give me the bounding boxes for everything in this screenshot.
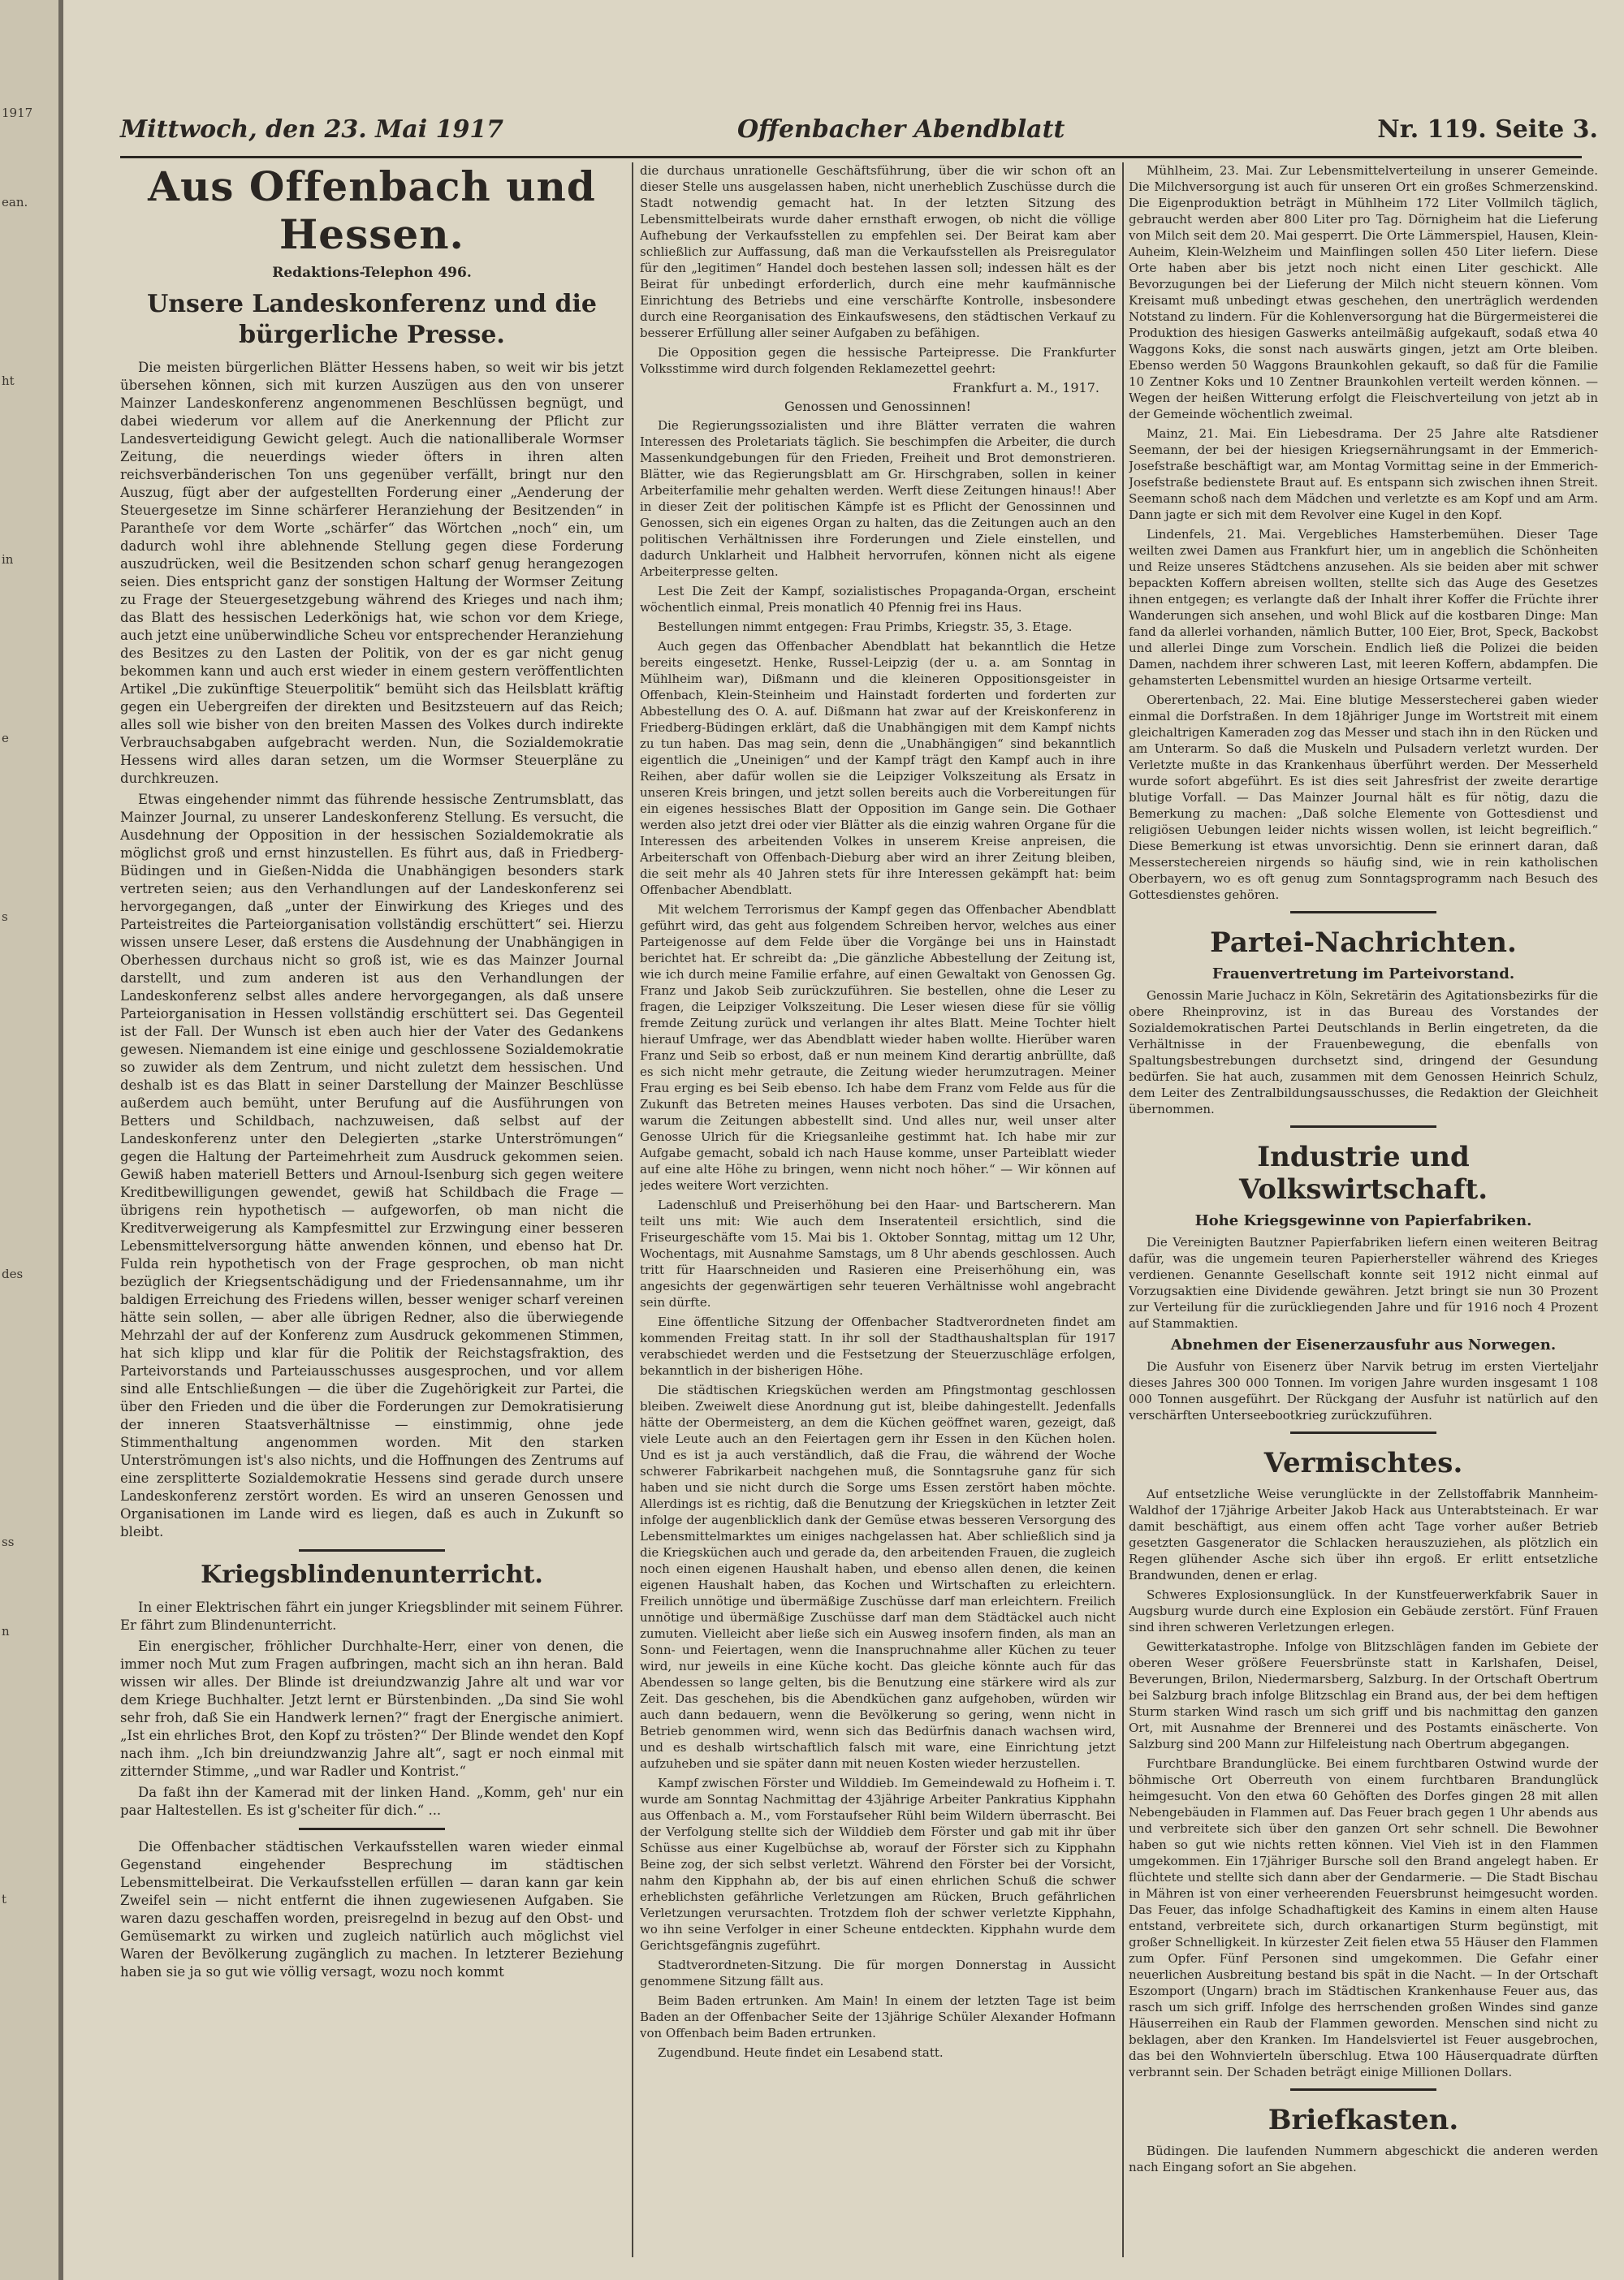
header-page-number: Nr. 119. Seite 3. bbox=[1377, 115, 1598, 144]
article-paragraph: Lest Die Zeit der Kampf, sozialistisches Propaganda-Organ, erscheint wöchentlich einmal, Preis monatlich 40 Pfennig frei ins Haus. bbox=[640, 584, 1116, 615]
article-paragraph: Mühlheim, 23. Mai. Zur Lebensmittelverteilung in unserer Gemeinde. Die Milchversorgung ist auch für unseren Ort ein großes Schmerzenskind. Die Eigenproduktion beträgt in Mühlheim 172 Liter Vollmilch täglich, gebraucht werden aber 800 Liter pro Tag. Dörnigheim hat die Lieferung von Milch seit dem 20. Mai gesperrt. Die Orte Lämmerspiel, Hausen, Klein-Auheim, Klein-Welzheim und Mainflingen sollen 450 Liter liefern. Diese Orte haben aber bis jetzt noch nicht einen Liter geschickt. Alle Bevorzugungen bei der Lieferung der Milch nicht steuern können. Vom Kreisamt muß unbedingt etwas geschehen, den unerträglich werdenden Notstand zu lindern. Für die Kohlenversorgung hat die Bürgermeisterei die Produktion des hiesigen Gaswerks anteilmäßig aufgekauft, sodaß etwa 40 Waggons Koks, die sonst nach auswärts gingen, jetzt am Orte bleiben. Ebenso werden 50 Waggons Braunkohlen gekauft, so daß für die Familie 10 Zentner Koks und 10 Zentner Braunkohlen verteilt werden können. — Wegen der heißen Witterung erfolgt die Fleischverteilung von jetzt ab in der Gemeinde wöchentlich zweimal. bbox=[1129, 163, 1598, 421]
previous-page-fragment: ss bbox=[2, 1535, 15, 1549]
article-paragraph: Beim Baden ertrunken. Am Main! In einem der letzten Tage ist beim Baden an der Offenbacher Seite der 13jährige Schüler Alexander Hofmann von Offenbach beim Baden ertrunken. bbox=[640, 1993, 1116, 2040]
section-title-vermischtes: Vermischtes. bbox=[1263, 1447, 1463, 1479]
article-paragraph: Furchtbare Brandunglücke. Bei einem furchtbaren Ostwind wurde der böhmische Ort Oberreuth von einem furchtbaren Brandunglück heimgesucht. Von den etwa 60 Gehöften des Dorfes gingen 28 mit allen Nebengebäuden in Flammen auf. Das Feuer brach gegen 1 Uhr abends aus und verbreitete sich über den ganzen Ort sehr schnell. Die Bewohner haben so gut wie nichts retten können. Viel Vieh ist in den Flammen umgekommen. Ein 17jähriger Bursche soll den Brand angelegt haben. Er flüchtete und stellte sich dann aber der Gendarmerie. — Die Stadt Bischau in Mähren ist von einer verheerenden Feuersbrunst heimgesucht worden. Das Feuer, das infolge Schadhaftigkeit des Kamins in einem alten Hause entstand, verbreitete sich, durch orkanartigen Sturm begünstigt, mit großer Schnelligkeit. In kürzester Zeit fielen etwa 55 Häuser den Flammen zum Opfer. Fünf Personen sind umgekommen. Die Gefahr einer neuerlichen Ausbreitung bestand bis spät in die Nacht. — In der Ortschaft Eszomport (Ungarn) brach im Städtischen Krankenhause Feuer aus, das rasch um sich griff. Infolge des herrschenden großen Windes sind ganze Häuserreihen ein Raub der Flammen geworden. Menschen sind nicht zu beklagen, aber den Kranken. Im Handelsviertel ist Feuer ausgebrochen, das bei den Wohnvierteln überschlug. Etwa 100 Häuserquadrate dürften verbrannt sein. Der Schaden beträgt einige Millionen Dollars. bbox=[1129, 1756, 1598, 2079]
article-paragraph: Bestellungen nimmt entgegen: Frau Primbs, Kriegstr. 35, 3. Etage. bbox=[658, 620, 1073, 634]
article-paragraph: Zugendbund. Heute findet ein Lesabend statt. bbox=[658, 2045, 944, 2060]
previous-page-fragment: ean. bbox=[2, 195, 28, 209]
previous-page-fragment: in bbox=[2, 552, 14, 567]
article-title-kriegsblinden: Kriegsblindenunterricht. bbox=[201, 1561, 543, 1589]
article-paragraph: Gewitterkatastrophe. Infolge von Blitzschlägen fanden im Gebiete der oberen Weser größere Feuersbrünste statt in Karlshafen, Deisel, Beverungen, Brilon, Niedermarsberg, Salzburg. In der Ortschaft Obertrum bei Salzburg brach infolge Blitzschlag ein Brand aus, der bei dem heftigen Sturm starken Wind rasch um sich griff und bis nachmittag den ganzen Ort, mit Ausnahme der Brennerei und des Postamts einäscherte. Von Salzburg sind 200 Mann zur Hilfeleistung nach Obertrum abgegangen. bbox=[1129, 1639, 1598, 1751]
section-title-industrie: Industrie und Volkswirtschaft. bbox=[1238, 1141, 1488, 1206]
subsection-title: Frauenvertretung im Parteivorstand. bbox=[1212, 965, 1515, 982]
column-divider bbox=[1122, 162, 1124, 2257]
article-paragraph: Die Opposition gegen die hessische Parteipresse. Die Frankfurter Volksstimme wird durch folgenden Reklamezettel geehrt: bbox=[640, 345, 1116, 376]
previous-page-fragment: t bbox=[2, 1892, 7, 1906]
editorial-telephone: Redaktions-Telephon 496. bbox=[272, 265, 472, 281]
article-paragraph: Da faßt ihn der Kamerad mit der linken Hand. „Komm, geh' nur ein paar Haltestellen. Es ist g'scheiter für dich.“ ... bbox=[120, 1785, 624, 1818]
column-3 bbox=[1129, 162, 1598, 2257]
article-paragraph: Die Offenbacher städtischen Verkaufsstellen waren wieder einmal Gegenstand eingehender Besprechung im städtischen Lebensmittelbeirat. Die Verkaufsstellen erfüllen — daran kann gar kein Zweifel sein — nicht entfernt die ihnen zugewiesenen Aufgaben. Sie waren dazu geschaffen worden, preisregelnd in bezug auf den Obst- und Gemüsemarkt zu wirken und zugleich natürlich auch möglichst viel Waren der Bevölkerung zugänglich zu machen. In letzterer Beziehung haben sie ja so gut wie völlig versagt, wozu noch kommt bbox=[120, 1839, 624, 1980]
page-header bbox=[120, 115, 1598, 156]
newspaper-page bbox=[63, 0, 1624, 2280]
previous-page-fragment: ht bbox=[2, 374, 15, 388]
subsection-title: Hohe Kriegsgewinne von Papierfabriken. bbox=[1194, 1212, 1532, 1229]
article-paragraph: Mit welchem Terrorismus der Kampf gegen das Offenbacher Abendblatt geführt wird, das geht aus folgendem Schreiben hervor, welches aus einer Parteigenosse auf dem Felde über die Vorgänge bei uns in Hainstadt berichtet hat. Er schreibt da: „Die gänzliche Abbestellung der Zeitung ist, wie ich durch meine Familie erfahre, auf einen Gewaltakt von Genossen Gg. Franz und Jakob Seib zurückzuführen. Sie bestellen, ohne die Leser zu fragen, die Leipziger Volkszeitung. Die Leser wiesen diese für sie völlig fremde Zeitung zurück und verlangen ihr altes Blatt. Meine Tochter hielt hierauf Umfrage, wer das Abendblatt wieder haben wollte. Hierüber waren Franz und Seib so erbost, daß er nun meinem Kind derartig anbrüllte, daß es sich nicht mehr getraute, die Zeitung wieder herumzutragen. Meiner Frau erging es bei Seib ebenso. Ich habe dem Franz vom Felde aus für die Zukunft das Betreten meines Hauses verboten. Das sind die Ursachen, warum die Zeitungen abbestellt sind. Und alles nur, weil unser alter Genosse Ulrich für die Kriegsanleihe gestimmt hat. Ich habe mir zur Aufgabe gemacht, sobald ich nach Hause komme, unser Parteiblatt wieder auf eine alte Höhe zu bringen, wenn nicht noch höher.“ — Wir können auf jedes weitere Wort verzichten. bbox=[640, 902, 1116, 1193]
divider bbox=[1290, 1125, 1436, 1128]
previous-page-fragment: n bbox=[2, 1624, 10, 1639]
divider bbox=[299, 1828, 445, 1830]
divider bbox=[1290, 911, 1436, 913]
previous-page-fragment: 1917 bbox=[2, 106, 33, 120]
column-2 bbox=[640, 162, 1116, 2257]
article-paragraph: Auf entsetzliche Weise verunglückte in der Zellstoffabrik Mannheim-Waldhof der 17jährige Arbeiter Jakob Hack aus Unterabtsteinach. Er war damit beschäftigt, aus einem offen acht Tage vorher außer Betrieb gesetzten Gasgenerator die Schlacken herauszuziehen, als plötzlich ein Regen glühender Asche sich über ihn ergoß. Er erlitt entsetzliche Brandwunden, denen er erlag. bbox=[1129, 1487, 1598, 1583]
header-date: Mittwoch, den 23. Mai 1917 bbox=[120, 115, 504, 144]
article-paragraph: Eine öffentliche Sitzung der Offenbacher Stadtverordneten findet am kommenden Freitag statt. In ihr soll der Stadthaushaltsplan für 1917 verabschiedet werden und die Festsetzung der Steuerzuschläge erfolgen, bekanntlich in der bisherigen Höhe. bbox=[640, 1315, 1116, 1378]
header-paper-name: Offenbacher Abendblatt bbox=[737, 115, 1065, 144]
article-paragraph: Die meisten bürgerlichen Blätter Hessens haben, so weit wir bis jetzt übersehen können, sich mit kurzen Auszügen aus den von unserer Mainzer Landeskonferenz angenommenen Beschlüssen begnügt, und dabei wiederum vor allem auf die Anerkennung der Pflicht zur Landesverteidigung Gewicht gelegt. Auch die nationalliberale Wormser Zeitung, die neuerdings wieder öfters in ihren alten reichsverbänderischen Ton uns gegenüber verfällt, bringt nur den Auszug, fügt aber der aufgestellten Forderung einer „Aenderung der Steuergesetze im Sinne schärferer Heranziehung der Besitzenden“ in Parantheſe vor dem Worte „schärfer“ das Wörtchen „noch“ ein, um dadurch wohl ihre ablehnende Stellung gegen diese Forderung auszudrücken, weil die Besitzenden schon scharf genug herangezogen seien. Dies entspricht ganz der sonstigen Haltung der Wormser Zeitung zu Frage der Steuergesetzgebung während des Krieges und nach ihm; das Blatt des hessischen Lederkönigs hat, wie schon vor dem Kriege, auch jetzt eine unüberwindliche Scheu vor entsprechender Heranziehung des Besitzes zu den Lasten der Politik, von der es gar nicht genug bekommen kann und auch erst wieder in einem gestern veröffentlichten Artikel „Die zukünftige Steuerpolitik“ bemüht sich das Heilsblatt kräftig gegen ein Uebergreifen der direkten und Besitzsteuern auf das Reich; alles soll wie bisher von den breiten Massen des Volkes durch indirekte Verbrauchsabgaben aufgebracht werden. Nun, die Sozialdemokratie Hessens wird alles daran setzen, um die Wormser Steuerpläne zu durchkreuzen. bbox=[120, 360, 624, 786]
divider bbox=[299, 1549, 445, 1552]
section-title-partei: Partei-Nachrichten. bbox=[1210, 926, 1517, 959]
article-paragraph: Mainz, 21. Mai. Ein Liebesdrama. Der 25 Jahre alte Ratsdiener Seemann, der bei der hiesigen Kriegsernährungsamt in der Emmerich-Josefstraße beschäftigt war, am Montag Vormittag seine in der Emmerich-Josefstraße bedienstete Braut auf. Es entspann sich zwischen ihnen Streit. Seemann schoß nach dem Mädchen und verletzte es am Kopf und am Arm. Dann jagte er sich mit dem Revolver eine Kugel in den Kopf. bbox=[1129, 426, 1598, 522]
column-1 bbox=[120, 162, 624, 2257]
previous-page-fragment: e bbox=[2, 731, 9, 745]
previous-page-fragment: s bbox=[2, 909, 8, 924]
article-paragraph: Ein energischer, fröhlicher Durchhalte-Herr, einer von denen, die immer noch Mut zum Fragen aufbringen, macht sich an ihn heran. Bald wissen wir alles. Der Blinde ist dreiundzwanzig Jahre alt und war vor dem Kriege Buchhalter. Jetzt lernt er Bürstenbinden. „Da sind Sie wohl sehr froh, daß Sie ein Handwerk lernen?“ fragt der Energische animiert. „Ist ein ehrliches Brot, den Kopf zu trösten?“ Der Blinde wendet den Kopf nach ihm. „Ich bin dreiundzwanzig Jahre alt“, sagt er noch einmal mit zitternder Stimme, „und war Radler und Kontrist.“ bbox=[120, 1639, 624, 1779]
article-paragraph: Etwas eingehender nimmt das führende hessische Zentrumsblatt, das Mainzer Journal, zu unserer Landeskonferenz Stellung. Es versucht, die Ausdehnung der Opposition in der hessischen Sozialdemokratie als möglichst groß und ernst hinzustellen. Es führt aus, daß in Friedberg-Büdingen und in Gießen-Nidda die Unabhängigen besonders stark vertreten seien; aus den Verhandlungen auf der Landeskonferenz sei hervorgegangen, daß „unter der Einwirkung des Krieges und des Parteistreites die Parteiorganisation vollständig erschüttert“ sei. Hierzu wissen unsere Leser, daß erstens die Ausdehnung der Unabhängigen in Oberhessen durchaus nicht so groß ist, wie es das Mainzer Journal darstellt, und zum anderen ist aus den Verhandlungen der Landeskonferenz selbst alles andere hervorgegangen, als daß unsere Parteiorganisation in Hessen vollständig erschüttert sei. Das Gegenteil ist der Fall. Der Wunsch ist eben auch hier der Vater des Gedankens gewesen. Niemandem ist eine einige und geschlossene Sozialdemokratie so zuwider als dem Zentrum, und nicht zuletzt dem hessischen. Und deshalb ist es das Blatt in seiner Darstellung der Mainzer Beschlüsse außerdem auch bemüht, unter Berufung auf die Ausführungen von Betters und Schildbach, nachzuweisen, daß selbst auf der Landeskonferenz unter den Delegierten „starke Unterströmungen“ gegen die Haltung der Parteimehrheit zum Ausdruck gekommen seien. Gewiß haben materiell Betters und Arnoul-Isenburg sich gegen weitere Kreditbewilligungen gewendet, gewiß hat Schildbach die Frage — übrigens rein hypothetisch — aufgeworfen, ob man nicht die Kreditverweigerung als Kampfesmittel zur Erzwingung einer besseren Lebensmittelversorgung hätte anwenden können, und ebenso hat Dr. Fulda rein hypothetisch von der Frage gesprochen, ob man nicht bezüglich der Kriegsentschädigung und der Friedensannahme, um ihr baldigen Erreichung des Friedens willen, besser weniger scharf vereinen hätte sein sollen, — aber alle übrigen Redner, also die überwiegende Mehrzahl der auf der Konferenz zum Ausdruck gekommenen Stimmen, hat sich klipp und klar für die Politik der Reichstagsfraktion, des Parteivorstands und Parteiausschusses ausgesprochen, und vor allem sind alle Entschließungen — die über die Zugehörigkeit zur Partei, die über den Frieden und die über die Forderungen zur Demokratisierung der inneren Staatsverhältnisse — einstimmig, ohne jede Stimmenthaltung angenommen worden. Mit den starken Unterströmungen ist's also nichts, und die Hoffnungen des Zentrums auf eine zersplitterte Sozialdemokratie Hessens sind gerade durch unsere Landeskonferenz zerstört worden. Es wird an unseren Genossen und Organisationen im Lande wird es liegen, daß es auch in Zukunft so bleibt. bbox=[120, 792, 624, 1539]
article-paragraph: Büdingen. Die laufenden Nummern abgeschickt die anderen werden nach Eingang sofort an Sie abgehen. bbox=[1129, 2144, 1598, 2174]
article-paragraph: die durchaus unrationelle Geschäftsführung, über die wir schon oft an dieser Stelle uns ausgelassen haben, nicht unerheblich Zuschüsse durch die Stadt notwendig gemacht hat. In der letzten Sitzung des Lebensmittelbeirats wurde daher ernsthaft erwogen, ob nicht die völlige Aufhebung der Verkaufsstellen zu empfehlen sei. Der Beirat kam aber schließlich zur Auffassung, daß man die Verkaufsstellen als Preisregulator für den „legitimen“ Handel doch bestehen lassen soll; indessen hält es der Beirat für unbedingt erforderlich, durch eine mehr kaufmännische Einrichtung des Betriebs und eine verschärfte Kontrolle, insbesondere durch eine Reorganisation des Einkaufswesens, den städtischen Verkauf zu besserer Erfüllung aller seiner Aufgaben zu befähigen. bbox=[640, 163, 1116, 340]
header-rule bbox=[120, 156, 1582, 158]
article-paragraph: Oberertenbach, 22. Mai. Eine blutige Messerstecherei gaben wieder einmal die Dorfstraßen. In dem 18jähriger Junge im Wortstreit mit einem gleichaltrigen Kameraden zog das Messer und stach ihn in den Rücken und am Unterarm. So daß die Muskeln und Pulsadern verletzt wurden. Der Verletzte mußte in das Krankenhaus überführt werden. Der Messerheld wurde sofort abgeführt. Es ist dies seit Jahresfrist der zweite derartige blutige Vorfall. — Das Mainzer Journal hält es für nötig, dazu die Bemerkung zu machen: „Daß solche Elemente von Gottesdienst und religiösen Uebungen leider nichts wissen wollen, ist leicht begreiflich.“ Diese Bemerkung ist etwas unvorsichtig. Denn sie erinnert daran, daß Messerstechereien nirgends so häufig sind, wie in rein katholischen Oberbayern, wo es oft genug zum Sonntagsprogramm nach Besuch des Gottesdienstes gehören. bbox=[1129, 693, 1598, 902]
dateline: Frankfurt a. M., 1917. bbox=[952, 380, 1099, 395]
section-masthead: Aus Offenbach und Hessen. bbox=[148, 162, 596, 258]
article-paragraph: Die Regierungssozialisten und ihre Blätter verraten die wahren Interessen des Proletariats täglich. Sie beschimpfen die Arbeiter, die durch Massenkundgebungen für den Frieden, Freiheit und Brot demonstrieren. Blätter, wie das Regierungsblatt am Gr. Hirschgraben, sollen in keiner Arbeiterfamilie mehr gehalten werden. Werft diese Zeitungen hinaus!! Aber in dieser Zeit der politischen Kämpfe ist es Pflicht der Genossinnen und Genossen, sich ein eigenes Organ zu halten, das die Zeitungen auch an den politischen Verhältnissen ihre Forderungen und Ziele einstellen, und dadurch Unklarheit und Halbheit hervorrufen, können nicht als eigene Arbeiterpresse gelten. bbox=[640, 418, 1116, 579]
section-title-briefkasten: Briefkasten. bbox=[1268, 2104, 1459, 2136]
article-paragraph: Die Ausfuhr von Eisenerz über Narvik betrug im ersten Vierteljahr dieses Jahres 300 000 Tonnen. Im vorigen Jahre wurden insgesamt 1 108 000 Tonnen ausgeführt. Der Rückgang der Ausfuhr ist natürlich auf den verschärften Unterseebootkrieg zurückzuführen. bbox=[1129, 1359, 1598, 1423]
article-paragraph: Schweres Explosionsunglück. In der Kunstfeuerwerkfabrik Sauer in Augsburg wurde durch eine Explosion ein Gebäude zerstört. Fünf Frauen sind ihren schweren Verletzungen erlegen. bbox=[1129, 1587, 1598, 1634]
previous-page-fragment: des bbox=[2, 1267, 24, 1281]
subsection-title: Abnehmen der Eisenerzausfuhr aus Norwegen. bbox=[1170, 1336, 1557, 1354]
article-paragraph: Ladenschluß und Preiserhöhung bei den Haar- und Bartscherern. Man teilt uns mit: Wie auch dem Inseratenteil ersichtlich, sind die Friseurgeschäfte vom 15. Mai bis 1. Oktober Sonntag, mittag um 12 Uhr, Wochentags, mit Ausnahme Samstags, um 8 Uhr abends geschlossen. Auch tritt für Haarschneiden und Rasieren eine Preiserhöhung ein, was angesichts der gegenwärtigen sehr teueren Verhältnisse wohl angebracht sein dürfte. bbox=[640, 1198, 1116, 1310]
article-paragraph: Kampf zwischen Förster und Wilddieb. Im Gemeindewald zu Hofheim i. T. wurde am Sonntag Nachmittag der 43jährige Arbeiter Pankratius Kipphahn aus Offenbach a. M., vom Forstaufseher Rühl beim Wildern überrascht. Bei der Verfolgung stellte sich der Wilddieb dem Förster und gab mit ihr über Schüsse aus einer Kugelbüchse ab, worauf der Förster sich zu Kipphahn Beine zog, der sich selbst verletzt. Während den Förster bei der Vorsicht, nahm den Kipphahn ab, der bis auf einen ehrlichen Schuß die schwer erheblichsten gefährliche Verletzungen am Rücken, Bruch gefährlichen Verletzungen verursachten. Trotzdem floh der schwer verletzte Kipphahn, wo ihn seine Verfolger in einer Scheune entdeckten. Kipphahn wurde dem Gerichtsgefängnis zugeführt. bbox=[640, 1776, 1116, 1953]
column-divider bbox=[632, 162, 633, 2257]
article-paragraph: Die städtischen Kriegsküchen werden am Pfingstmontag geschlossen bleiben. Zweiwelt diese Anordnung gut ist, bleibe dahingestellt. Jedenfalls hätte der Obermeisterg, an dem die Küchen geöffnet waren, gezeigt, daß viele Leute auch an den Feiertagen gern ihr Essen in den Küchen holen. Und es ist ja auch verständlich, daß die Frau, die während der Woche schwerer Fabrikarbeit nachgehen muß, die Sonntagsruhe ganz für sich haben und sie nicht durch die Sorge ums Essen zerstört haben möchte. Allerdings ist es richtig, daß die Benutzung der Kriegsküchen in letzter Zeit infolge der augenblicklich dank der Gemüse etwas besseren Versorgung des Lebensmittelmarktes um einiges nachgelassen hat. Aber schließlich sind ja die Kriegsküchen auch und gerade da, den arbeitenden Frauen, die zugleich noch einen eigenen Haushalt haben, und ebenso allen denen, die keinen eigenen Haushalt haben, das Kochen und Wirtschaften zu erleichtern. Freilich unnötige und übermäßige Zuschüsse darf man erleichtern. Freilich unnötige und übermäßige Zuschüsse darf man dem Städtäckel auch nicht zumuten. Vielleicht aber ließe sich ein Ausweg insofern finden, als man an Sonn- und Feiertagen, wenn die Inanspruchnahme aller Küchen zu teuer wird, nur jeweils in eine Küche kocht. Das gleiche könnte auch für das Abendessen so lange gelten, bis die Benutzung eine stärkere wird als zur Zeit. Das geschehen, bis die Abendküchen ganz aufgehoben, würden wir auch dann bedauern, wenn die Bevölkerung so gering, wenn nicht in Betrieb genommen wird, wenn sich das Bedürfnis danach wachsen wird, und es deshalb wirtschaftlich falsch mit ware, eine Einrichtung jetzt aufzuheben und sie später dann mit neuen Kosten wieder herzustellen. bbox=[640, 1383, 1116, 1771]
divider bbox=[1290, 2088, 1436, 2091]
article-paragraph: Stadtverordneten-Sitzung. Die für morgen Donnerstag in Aussicht genommene Sitzung fällt aus. bbox=[640, 1958, 1116, 1989]
article-paragraph: Genossin Marie Juchacz in Köln, Sekretärin des Agitationsbezirks für die obere Rheinprovinz, ist in das Bureau des Vorstandes der Sozialdemokratischen Partei Deutschlands in Berlin eingetreten, da die Verhältnisse in der Frauenbewegung, die ebenfalls von Spaltungsbestrebungen durchsetzt sind, dringend der Gesundung bedürfen. Sie hat auch, zusammen mit dem Genossen Heinrich Schulz, dem Leiter des Zentralbildungsausschusses, die Redaktion der Gleichheit übernommen. bbox=[1129, 988, 1598, 1116]
article-paragraph: Auch gegen das Offenbacher Abendblatt hat bekanntlich die Hetze bereits eingesetzt. Henke, Russel-Leipzig (der u. a. am Sonntag in Mühlheim war), Dißmann und die kleineren Oppositionsgeister in Offenbach, Klein-Steinheim und Hainstadt forderten und forderten zur Abbestellung des O. A. auf. Dißmann hat zwar auf der Kreiskonferenz in Friedberg-Büdingen erklärt, daß die Unabhängigen mit dem Kampf nichts zu tun haben. Das mag sein, denn die „Unabhängigen“ sind bekanntlich eigentlich die „Uneinigen“ und der Kampf trägt den Kampf auch in ihre Reihen, aber dafür wollen sie die Leipziger Volkszeitung als Ersatz in unseren Kreis bringen, und jetzt sollen bereits auch die Vorbereitungen für ein eigenes hessisches Blatt der Opposition im Gange sein. Die Gothaer werden also jetzt drei oder vier Blätter als die einzig wahren Organe für die Interessen des arbeitenden Volkes in unserem Kreise anpreisen, die Arbeiterschaft von Offenbach-Dieburg aber wird an ihrer Zeitung bleiben, die seit mehr als 40 Jahren stets für ihre Interessen gekämpft hat: beim Offenbacher Abendblatt. bbox=[640, 639, 1116, 897]
greeting: Genossen und Genossinnen! bbox=[784, 399, 971, 414]
previous-page-edge bbox=[0, 0, 63, 2280]
article-paragraph: Lindenfels, 21. Mai. Vergebliches Hamsterbemühen. Dieser Tage weilten zwei Damen aus Frankfurt hier, um in angeblich die Schönheiten und Reize unseres Städtchens anzusehen. Als sie beiden aber mit schwer bepackten Koffern abreisen wollten, stellte sich das Auge des Gesetzes ihnen entgegen; es verlangte daß der Inhalt ihrer Koffer die Früchte ihrer Wanderungen sich ansehen, und wohl Blick auf die kostbaren Dinge: Man fand da allerlei vorhanden, nämlich Butter, 100 Eier, Brot, Speck, Backobst und allerlei Dinge zum Vorschein. Endlich ließ die Polizei die beiden Damen, nachdem ihrer schweren Last, mit leeren Koffern, abdampfen. Die gehamsterten Lebensmittel wurden an hiesige Ortsarme verteilt. bbox=[1129, 527, 1598, 688]
article-paragraph: Die Vereinigten Bautzner Papierfabriken liefern einen weiteren Beitrag dafür, was die ungemein teuren Papierhersteller während des Krieges verdienen. Genannte Gesellschaft konnte seit 1912 nicht einmal auf Vorzugsaktien eine Dividende gewähren. Jetzt bringt sie nun 30 Prozent zur Verteilung für die zurückliegenden Jahre und für 1916 noch 4 Prozent auf Stammaktien. bbox=[1129, 1235, 1598, 1331]
article-paragraph: In einer Elektrischen fährt ein junger Kriegsblinder mit seinem Führer. Er fährt zum Blindenunterricht. bbox=[120, 1600, 624, 1633]
divider bbox=[1290, 1431, 1436, 1434]
article-title-landeskonferenz: Unsere Landeskonferenz und die bürgerliche Presse. bbox=[147, 290, 597, 349]
